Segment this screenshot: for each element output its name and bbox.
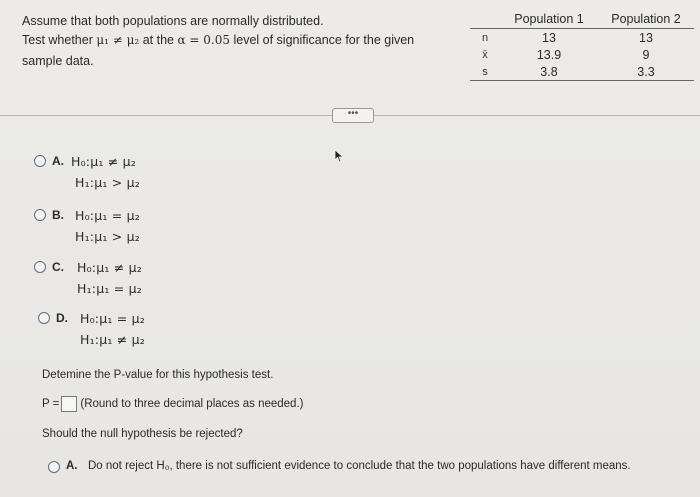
reject-option-a-letter: A.: [66, 460, 78, 472]
pvalue-prompt: Detemine the P-value for this hypothesis test.: [42, 369, 274, 381]
table-header-population-1: Population 1: [500, 10, 598, 29]
question-line-2-pre: Test whether: [22, 33, 97, 47]
option-c-h0: H₀:μ₁ ≠ μ₂: [77, 260, 142, 275]
claim-expression: μ₁ ≠ μ₂: [96, 33, 140, 47]
cell-s-population-2: 3.3: [598, 63, 694, 81]
option-d-h1: H₁:μ₁ ≠ μ₂: [80, 332, 145, 347]
sample-data-table: [470, 10, 694, 81]
alpha-expression: α = 0.05: [177, 33, 230, 47]
question-line-2-post: level of significance for the given: [230, 33, 415, 47]
row-label-n: n: [481, 31, 489, 44]
option-a-letter: A.: [52, 154, 64, 168]
option-b-letter: B.: [52, 208, 64, 222]
option-b-h0: H₀:μ₁ = μ₂: [75, 208, 140, 223]
cell-n-population-1: 13: [542, 30, 556, 45]
row-label-mean: x̄: [482, 48, 488, 61]
reject-prompt: Should the null hypothesis be rejected?: [42, 428, 243, 440]
question-line-2: [22, 31, 442, 50]
question-line-3: sample data.: [22, 54, 94, 68]
cell-mean-population-1: 13.9: [536, 47, 562, 62]
option-c-h1: H₁:μ₁ = μ₂: [77, 281, 142, 296]
pvalue-label: P =: [42, 398, 60, 411]
reject-option-a-text: Do not reject H₀, there is not sufficient evidence to conclude that the two populations have different means.: [88, 460, 631, 472]
question-text: [22, 12, 442, 71]
option-d-letter: D.: [56, 311, 68, 325]
question-line-1: Assume that both populations are normally distributed.: [22, 14, 324, 28]
option-a-h0: H₀:μ₁ ≠ μ₂: [71, 154, 136, 169]
option-d-h0: H₀:μ₁ = μ₂: [80, 311, 145, 326]
question-line-2-mid: at the: [139, 33, 178, 47]
mouse-cursor-icon: [334, 149, 346, 163]
pvalue-hint: (Round to three decimal places as needed.): [80, 398, 304, 411]
table-header-blank: [470, 10, 500, 29]
pvalue-row: [42, 396, 303, 412]
option-a-h1: H₁:μ₁ > μ₂: [75, 175, 140, 190]
option-a-radio[interactable]: [34, 155, 46, 167]
option-c-radio[interactable]: [34, 261, 46, 273]
cell-mean-population-2: 9: [642, 47, 650, 62]
row-label-s: s: [470, 63, 500, 81]
expand-button[interactable]: •••: [332, 108, 374, 123]
table-header-population-2: Population 2: [598, 10, 694, 29]
reject-option-a-radio[interactable]: [48, 461, 60, 473]
option-c-letter: C.: [52, 260, 64, 274]
option-b-radio[interactable]: [34, 209, 46, 221]
pvalue-answer-input[interactable]: [61, 396, 77, 412]
cell-n-population-2: 13: [639, 30, 653, 45]
cell-s-population-1: 3.8: [500, 63, 598, 81]
option-b-h1: H₁:μ₁ > μ₂: [75, 229, 140, 244]
option-d-radio[interactable]: [38, 312, 50, 324]
